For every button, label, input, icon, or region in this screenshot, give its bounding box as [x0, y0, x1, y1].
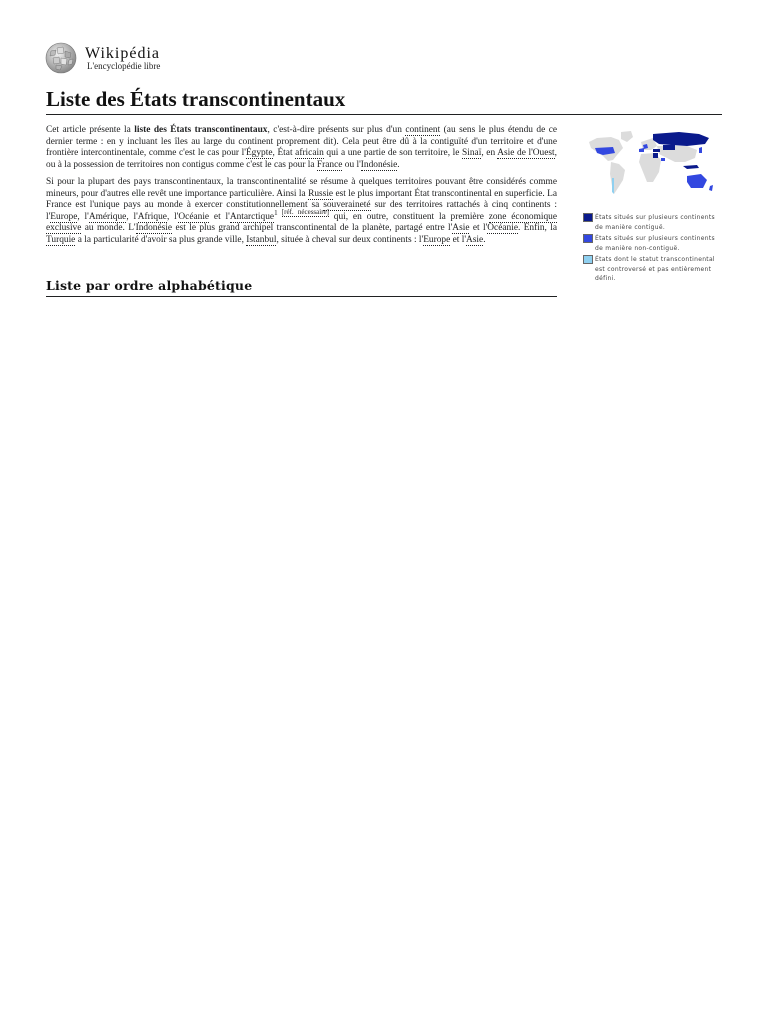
legend-swatch [583, 234, 593, 243]
legend-label: États situés sur plusieurs continents de manière contiguë. [595, 214, 715, 231]
link-indonesie[interactable]: Indonésie [135, 223, 173, 233]
legend-swatch [583, 255, 593, 264]
bold-term: liste des États transcontinentaux [134, 125, 268, 135]
text: a la particularité d'avoir sa plus grande ville, [75, 234, 247, 245]
legend-item [583, 234, 723, 253]
wikipedia-globe-icon [45, 42, 77, 74]
text: , en [481, 148, 498, 158]
link-europe[interactable]: Europe [50, 211, 78, 222]
text: , l' [126, 211, 138, 222]
link-oceanie[interactable]: Océanie [178, 211, 210, 222]
link-france[interactable]: France [316, 159, 343, 170]
link-continent[interactable]: continent [405, 125, 441, 135]
link-amerique[interactable]: Amérique [88, 211, 127, 222]
text: , État [272, 148, 296, 158]
yemen-shape [661, 158, 665, 161]
link-afrique[interactable]: Afrique [137, 211, 167, 222]
link-indonesie[interactable]: Indonésie [360, 159, 398, 170]
link-zee[interactable]: zone économique exclusive [46, 211, 558, 233]
text: qui a une partie de son territoire, le [323, 148, 463, 158]
text: , ou à la possession de territoires non contigus comme c'est le cas pour la [46, 148, 557, 170]
site-tagline: L'encyclopédie libre [87, 61, 161, 71]
citation-ref[interactable] [274, 208, 329, 217]
link-egypte[interactable]: Égypte [245, 148, 273, 158]
text: et l' [469, 223, 488, 233]
world-map[interactable] [583, 128, 717, 204]
link-asie[interactable]: Asie [466, 234, 484, 245]
link-europe[interactable]: Europe [423, 234, 451, 245]
text: et l' [450, 234, 467, 245]
turkey-shape [653, 149, 660, 152]
link-oceanie[interactable]: Océanie [487, 223, 518, 233]
link-russie[interactable]: Russie [308, 188, 334, 199]
citation-needed[interactable]: [réf. nécessaire] [281, 208, 329, 217]
link-africain[interactable]: africain [295, 148, 324, 158]
chile-shape [612, 178, 614, 194]
legend-item [583, 255, 723, 284]
map-legend [583, 213, 723, 284]
link-souverainete[interactable]: souveraineté [323, 200, 371, 210]
text: , située à cheval sur deux continents : l' [276, 234, 424, 245]
link-turquie[interactable]: Turquie [46, 234, 76, 245]
egypt-shape [653, 153, 658, 158]
japan-shape [699, 147, 702, 153]
citation-number[interactable]: 1 [274, 208, 278, 217]
legend-label: États situés sur plusieurs continents de manière non-contiguë. [595, 235, 715, 252]
infobox [583, 128, 723, 286]
text: (au sens le plus étendu de ce dernier terme : en y incluant les îles au large du continent proprement dit). Cela peut être dû à la contiguïté d'un territoire et d'une frontière intercontinentale, comme c'est le cas pour l' [46, 125, 558, 158]
site-wordmark: Wikipédia [85, 45, 160, 62]
text: Si pour la plupart des pays transcontinentaux, la transcontinentalité se résume à quelques territoires pouvant être considérés comme mineurs, pour d'autres elle revêt une importance particulière. Ainsi la [46, 177, 557, 199]
legend-item [583, 213, 723, 232]
link-asie-ouest[interactable]: Asie de l'Ouest [497, 148, 555, 158]
text: sur des territoires rattachés à cinq continents : l' [46, 200, 558, 222]
text: , c'est-à-dire présents sur plus d'un [267, 125, 406, 135]
intro-paragraph-2 [46, 177, 557, 246]
text: . [397, 159, 400, 170]
text: , l' [166, 211, 179, 222]
text: qui, en outre, constituent la première [328, 211, 489, 222]
text: . [483, 234, 486, 245]
text: Cet article présente la [46, 125, 135, 135]
text: et l' [209, 211, 230, 222]
text: . Enfin, la [518, 223, 558, 233]
legend-label: États dont le statut transcontinental est controversé et pas entièrement défini. [595, 256, 715, 282]
text: ou l' [342, 159, 361, 170]
legend-swatch [583, 213, 593, 222]
section-heading: Liste par ordre alphabétique [46, 278, 557, 297]
text: est le plus important État transcontinental en superficie. La France est l'unique pays au monde à exercer constitutionnellement sa [46, 188, 557, 210]
text: au monde. L' [81, 223, 136, 233]
link-sinai[interactable]: Sinaï [462, 148, 482, 158]
text: , l' [77, 211, 89, 222]
link-asie[interactable]: Asie [452, 223, 470, 233]
site-logo[interactable] [45, 42, 185, 76]
intro-paragraph-1 [46, 125, 557, 171]
kazakhstan-shape [663, 145, 675, 150]
link-istanbul[interactable]: Istanbul [246, 234, 277, 245]
page-title: Liste des États transcontinentaux [46, 86, 722, 115]
link-antarctique[interactable]: Antarctique [229, 211, 275, 222]
article-body [46, 125, 557, 252]
text: est le plus grand archipel transcontinental de la planète, partagé entre l' [172, 223, 453, 233]
